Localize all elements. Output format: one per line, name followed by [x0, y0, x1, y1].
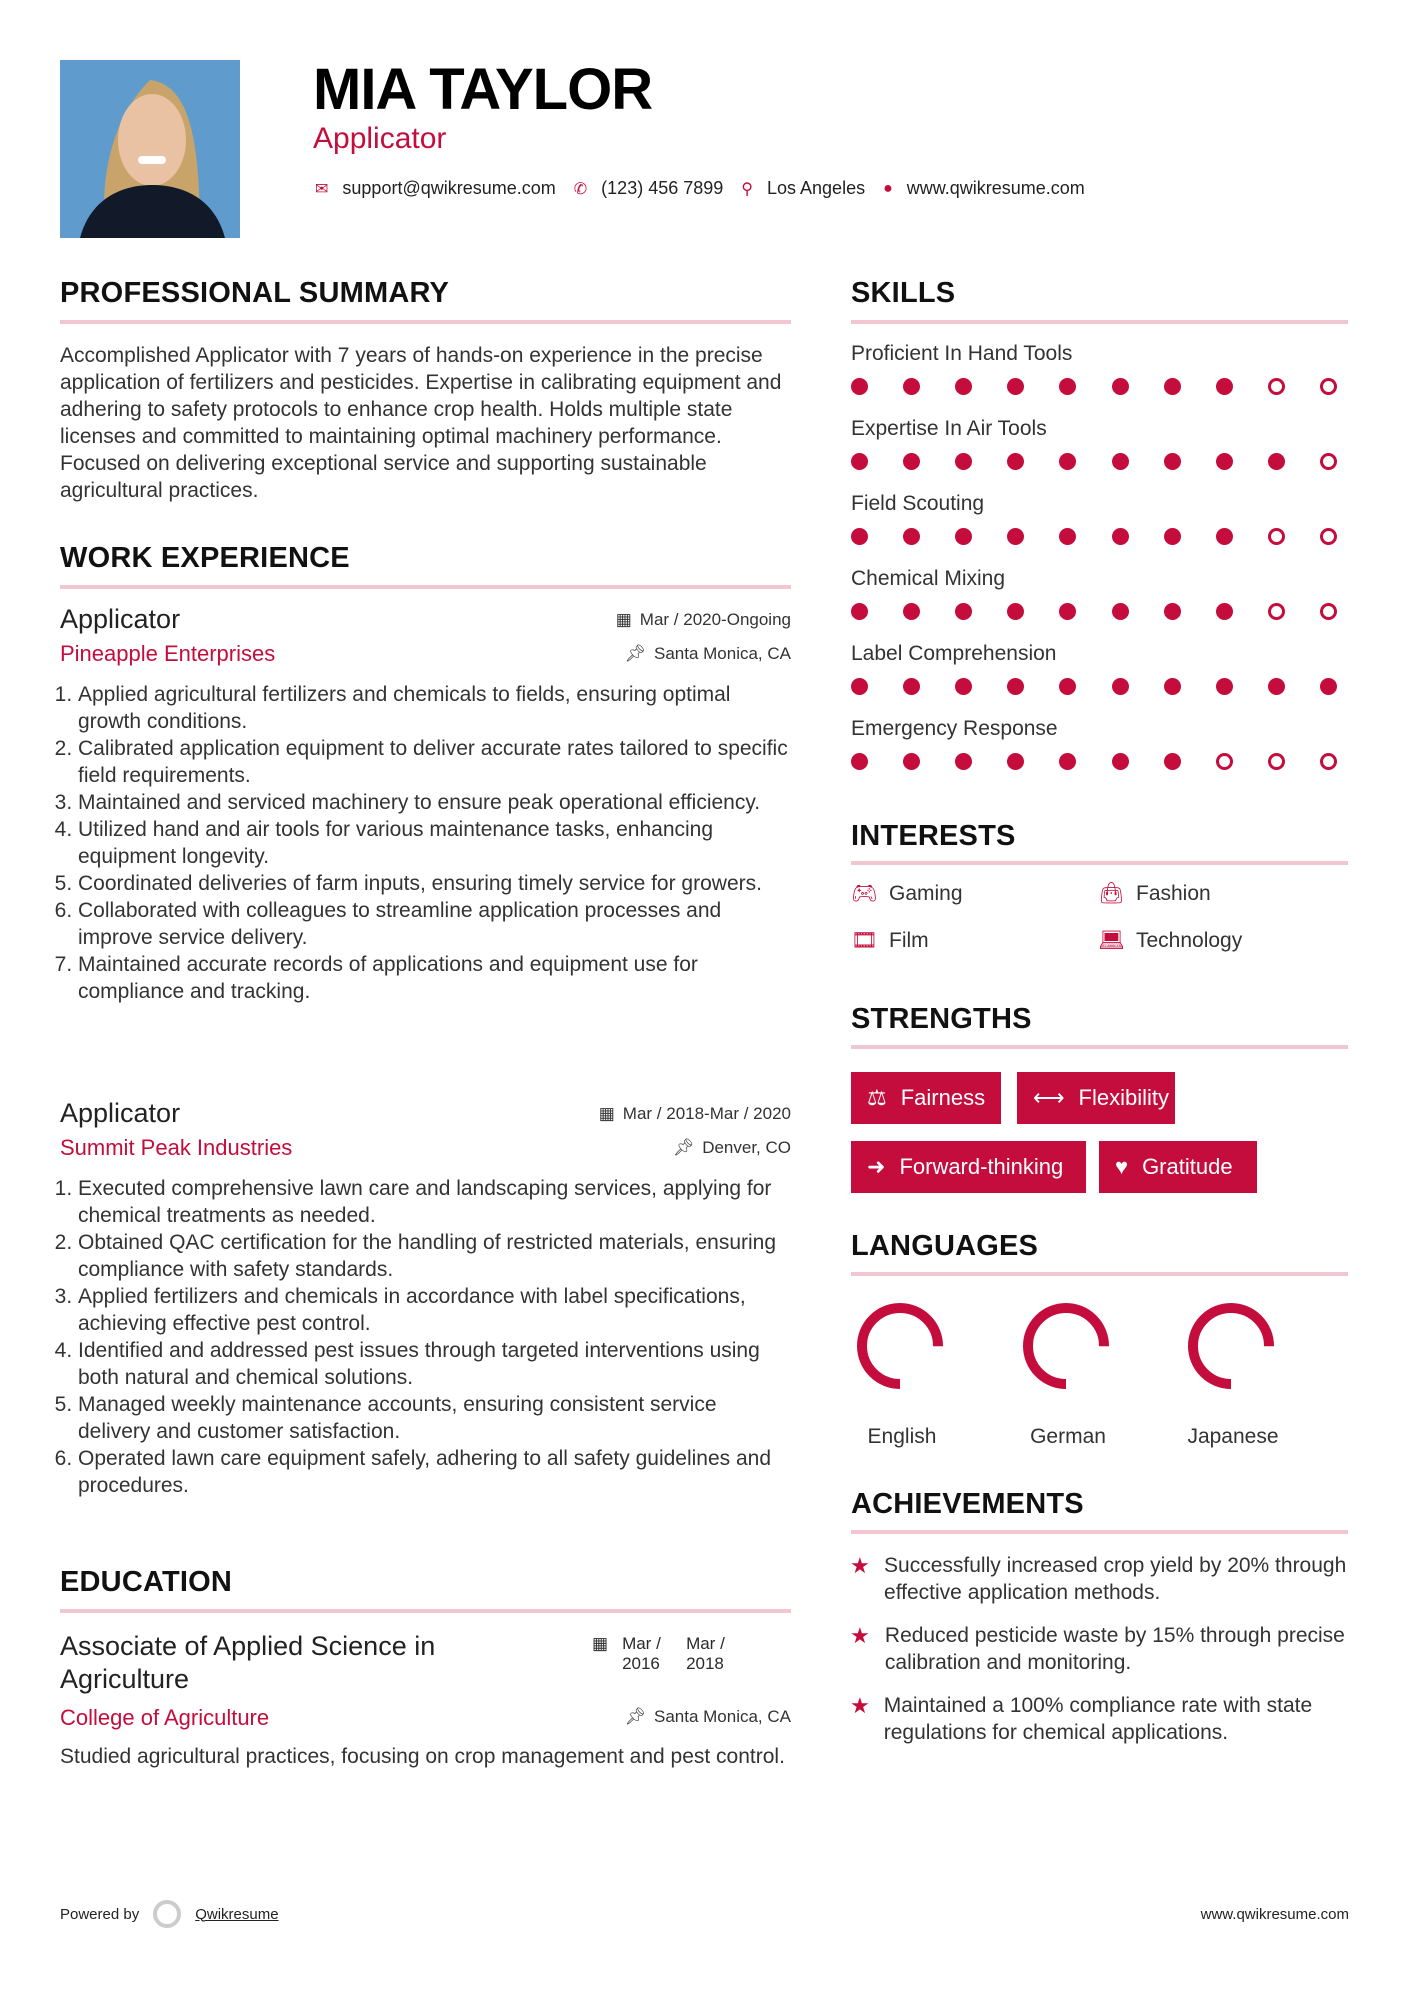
filled-dot	[1216, 678, 1233, 695]
filled-dot	[1320, 678, 1337, 695]
filled-dot	[1164, 528, 1181, 545]
filled-dot	[1059, 753, 1076, 770]
filled-dot	[1007, 753, 1024, 770]
achievements-heading: ACHIEVEMENTS	[851, 1488, 1084, 1520]
filled-dot	[1007, 528, 1024, 545]
filled-dot	[955, 528, 972, 545]
education-divider	[60, 1609, 791, 1613]
job-date: Mar / 2018-Mar / 2020	[622, 1103, 791, 1123]
bullet: 7. Maintained accurate records of applications and equipment use for compliance and tracking.	[78, 951, 791, 1005]
skill-rating	[851, 528, 1337, 546]
heart-icon: ♥	[1115, 1154, 1129, 1179]
skills-list	[851, 342, 1337, 792]
language-item	[1008, 1300, 1128, 1449]
skill-rating	[851, 603, 1337, 621]
filled-dot	[1059, 378, 1076, 395]
filled-dot	[851, 453, 868, 470]
filled-dot	[1216, 378, 1233, 395]
skill-item	[851, 492, 1337, 567]
calendar-icon: ▦	[592, 1634, 609, 1653]
job-date: Mar / 2020-Ongoing	[639, 609, 791, 629]
filled-dot	[1112, 453, 1129, 470]
skill-name: Chemical Mixing	[851, 567, 1006, 590]
language-level-arc	[1008, 1300, 1128, 1392]
balance-scale-icon: ⚖	[867, 1085, 887, 1110]
footer-website[interactable]: www.qwikresume.com	[1200, 1906, 1349, 1923]
filled-dot	[1007, 453, 1024, 470]
interest-label: Technology	[1136, 929, 1243, 952]
filled-dot	[1112, 753, 1129, 770]
empty-dot	[1268, 603, 1285, 620]
skill-item	[851, 417, 1337, 492]
empty-dot	[1320, 528, 1337, 545]
star-icon: ★	[850, 1693, 870, 1718]
job-entry	[60, 604, 791, 1005]
language-name: German	[1030, 1425, 1106, 1448]
languages-heading: LANGUAGES	[851, 1230, 1039, 1262]
filled-dot	[1268, 453, 1285, 470]
empty-dot	[1320, 603, 1337, 620]
filled-dot	[1164, 378, 1181, 395]
filled-dot	[903, 378, 920, 395]
filled-dot	[1268, 678, 1285, 695]
education-description: Studied agricultural practices, focusing on crop management and pest control.	[60, 1745, 785, 1768]
filled-dot	[1112, 528, 1129, 545]
interest-label: Film	[889, 929, 929, 952]
company-name: Pineapple Enterprises	[60, 641, 276, 666]
filled-dot	[1059, 678, 1076, 695]
end-date: Mar / 2018	[686, 1634, 725, 1673]
filled-dot	[955, 453, 972, 470]
strengths-heading: STRENGTHS	[851, 1003, 1032, 1035]
interests-heading: INTERESTS	[851, 820, 1016, 852]
language-level-arc	[842, 1300, 962, 1392]
filled-dot	[1059, 603, 1076, 620]
skills-divider	[851, 320, 1348, 324]
strength-label: Flexibility	[1078, 1085, 1170, 1110]
filled-dot	[903, 678, 920, 695]
empty-dot	[1268, 378, 1285, 395]
footer-powered	[60, 1900, 279, 1928]
company-name: Summit Peak Industries	[60, 1135, 293, 1160]
job-location: Santa Monica, CA	[653, 644, 791, 663]
candidate-name: MIA TAYLOR	[313, 57, 653, 122]
filled-dot	[955, 378, 972, 395]
filled-dot	[1007, 603, 1024, 620]
skill-item	[851, 642, 1337, 717]
education-location-row	[560, 1707, 791, 1727]
achievement-item	[850, 1692, 1350, 1746]
bullet: 6. Collaborated with colleagues to streamline application processes and improve service delivery.	[78, 897, 791, 951]
calendar-icon: ▦	[615, 609, 632, 629]
map-marker-icon: ⚲	[741, 180, 753, 198]
achievement-item	[850, 1552, 1350, 1606]
interest-film	[851, 929, 929, 953]
filled-dot	[1059, 528, 1076, 545]
bullet: 2. Obtained QAC certification for the handling of restricted materials, ensuring compliance with safety standards.	[78, 1229, 791, 1283]
job-bullets	[60, 1175, 791, 1499]
filled-dot	[1216, 528, 1233, 545]
job-bullets	[60, 681, 791, 1005]
candidate-title: Applicator	[313, 122, 447, 155]
start-date: Mar / 2016	[622, 1634, 661, 1673]
job-title: Applicator	[60, 1098, 181, 1128]
pin-icon: 📌︎	[624, 644, 646, 663]
achievement-item	[850, 1622, 1350, 1676]
strength-badge	[851, 1141, 1086, 1193]
arrow-right-icon: ➜	[867, 1154, 886, 1179]
language-name: English	[867, 1425, 937, 1448]
film-icon: 🎞︎	[851, 929, 878, 952]
skill-name: Emergency Response	[851, 717, 1058, 740]
globe-icon: ●	[883, 179, 893, 197]
filled-dot	[1112, 678, 1129, 695]
filled-dot	[851, 678, 868, 695]
summary-divider	[60, 320, 791, 324]
summary-heading: PROFESSIONAL SUMMARY	[60, 277, 450, 309]
filled-dot	[955, 753, 972, 770]
strength-label: Fairness	[900, 1085, 986, 1110]
arrows-h-icon: ⟷	[1033, 1085, 1065, 1110]
filled-dot	[851, 753, 868, 770]
education-location: Santa Monica, CA	[653, 1707, 791, 1726]
empty-dot	[1320, 378, 1337, 395]
phone-text: (123) 456 7899	[601, 178, 724, 198]
work-divider	[60, 585, 791, 589]
bullet: 2. Calibrated application equipment to deliver accurate rates tailored to specific field requirements.	[78, 735, 791, 789]
phone-icon: ✆	[573, 180, 588, 198]
bullet: 4. Utilized hand and air tools for various maintenance tasks, enhancing equipment longevity.	[78, 816, 791, 870]
interest-label: Gaming	[889, 882, 963, 905]
filled-dot	[1164, 603, 1181, 620]
laptop-icon: 💻︎	[1098, 929, 1125, 952]
bullet: 4. Identified and addressed pest issues through targeted interventions using both natural and chemical solutions.	[78, 1337, 791, 1391]
skill-rating	[851, 453, 1337, 471]
filled-dot	[1164, 678, 1181, 695]
strengths-divider	[851, 1045, 1348, 1049]
empty-dot	[1216, 753, 1233, 770]
profile-photo	[60, 60, 240, 238]
powered-by-text: Powered by	[60, 1905, 140, 1923]
filled-dot	[1164, 453, 1181, 470]
shopping-bag-icon: 👜︎	[1098, 882, 1125, 905]
skill-name: Field Scouting	[851, 492, 985, 515]
skill-name: Label Comprehension	[851, 642, 1057, 665]
strength-label: Forward-thinking	[899, 1154, 1064, 1179]
work-heading: WORK EXPERIENCE	[60, 542, 350, 574]
language-level-arc	[1173, 1300, 1293, 1392]
filled-dot	[1216, 603, 1233, 620]
languages-divider	[851, 1272, 1348, 1276]
filled-dot	[903, 603, 920, 620]
interest-fashion	[1098, 882, 1211, 906]
bullet: 1. Executed comprehensive lawn care and landscaping services, applying for chemical treatments as needed.	[78, 1175, 791, 1229]
strength-label: Gratitude	[1142, 1154, 1233, 1179]
language-name: Japanese	[1187, 1425, 1279, 1448]
filled-dot	[903, 453, 920, 470]
website-link[interactable]: www.qwikresume.com	[906, 178, 1085, 198]
education-heading: EDUCATION	[60, 1566, 233, 1598]
gamepad-icon: 🎮︎	[851, 882, 878, 905]
star-icon: ★	[850, 1623, 870, 1648]
brand-link[interactable]: Qwikresume	[195, 1905, 279, 1923]
filled-dot	[1164, 753, 1181, 770]
filled-dot	[1007, 378, 1024, 395]
language-item	[1173, 1300, 1293, 1449]
filled-dot	[903, 528, 920, 545]
filled-dot	[1007, 678, 1024, 695]
achievement-text: Maintained a 100% compliance rate with state regulations for chemical applications.	[883, 1694, 1313, 1744]
skill-item	[851, 717, 1337, 792]
strength-badge	[1017, 1072, 1175, 1124]
strength-badge	[851, 1072, 1001, 1124]
empty-dot	[1268, 753, 1285, 770]
calendar-icon: ▦	[598, 1103, 615, 1123]
skill-name: Expertise In Air Tools	[851, 417, 1047, 440]
achievement-text: Successfully increased crop yield by 20% through effective application methods.	[884, 1554, 1347, 1604]
filled-dot	[851, 528, 868, 545]
school-name: College of Agriculture	[60, 1705, 270, 1730]
interest-label: Fashion	[1136, 882, 1211, 905]
skill-rating	[851, 678, 1337, 696]
filled-dot	[1216, 453, 1233, 470]
empty-dot	[1320, 753, 1337, 770]
job-location: Denver, CO	[702, 1138, 791, 1157]
star-icon: ★	[850, 1553, 870, 1578]
skill-name: Proficient In Hand Tools	[851, 342, 1073, 365]
filled-dot	[1112, 378, 1129, 395]
achievement-text: Reduced pesticide waste by 15% through precise calibration and monitoring.	[884, 1624, 1345, 1674]
location-text: Los Angeles	[767, 178, 866, 198]
pin-icon: 📌︎	[624, 1707, 646, 1726]
filled-dot	[851, 603, 868, 620]
filled-dot	[1059, 453, 1076, 470]
bullet: 5. Coordinated deliveries of farm inputs, ensuring timely service for growers.	[78, 870, 791, 897]
job-entry	[60, 1098, 791, 1499]
interest-gaming	[851, 882, 963, 906]
strength-badge	[1099, 1141, 1257, 1193]
filled-dot	[903, 753, 920, 770]
interest-technology	[1098, 929, 1242, 953]
bullet: 3. Applied fertilizers and chemicals in accordance with label specifications, achieving effective pest control.	[78, 1283, 791, 1337]
skill-rating	[851, 378, 1337, 396]
skill-item	[851, 567, 1337, 642]
skill-rating	[851, 753, 1337, 771]
education-dates	[592, 1634, 736, 1674]
achievements-divider	[851, 1530, 1348, 1534]
bullet: 5. Managed weekly maintenance accounts, ensuring consistent service delivery and customer satisfaction.	[78, 1391, 791, 1445]
qwikresume-logo-icon	[153, 1900, 181, 1928]
interests-divider	[851, 861, 1348, 865]
contact-bar	[315, 178, 1103, 199]
language-item	[842, 1300, 962, 1449]
filled-dot	[851, 378, 868, 395]
bullet: 3. Maintained and serviced machinery to ensure peak operational efficiency.	[78, 789, 791, 816]
summary-text: Accomplished Applicator with 7 years of hands-on experience in the precise application of fertilizers and pesticides. Expertise in calibrating equipment and adhering to safety protocols to enhance crop health. Holds multiple state licenses and committed to maintaining optimal machinery performance. Focused on delivering exceptional service and supporting sustainable agricultural practices.	[60, 344, 782, 502]
bullet: 6. Operated lawn care equipment safely, adhering to all safety guidelines and procedures.	[78, 1445, 791, 1499]
filled-dot	[955, 678, 972, 695]
skill-item	[851, 342, 1337, 417]
envelope-icon: ✉	[315, 180, 329, 198]
empty-dot	[1268, 528, 1285, 545]
pin-icon: 📌︎	[672, 1138, 695, 1157]
skills-heading: SKILLS	[851, 277, 956, 309]
degree-title: Associate of Applied Science in Agriculture	[60, 1631, 436, 1694]
job-title: Applicator	[60, 604, 181, 634]
bullet: 1. Applied agricultural fertilizers and chemicals to fields, ensuring optimal growth conditions.	[78, 681, 791, 735]
filled-dot	[1112, 603, 1129, 620]
filled-dot	[955, 603, 972, 620]
empty-dot	[1320, 453, 1337, 470]
email-link[interactable]: support@qwikresume.com	[342, 178, 556, 198]
